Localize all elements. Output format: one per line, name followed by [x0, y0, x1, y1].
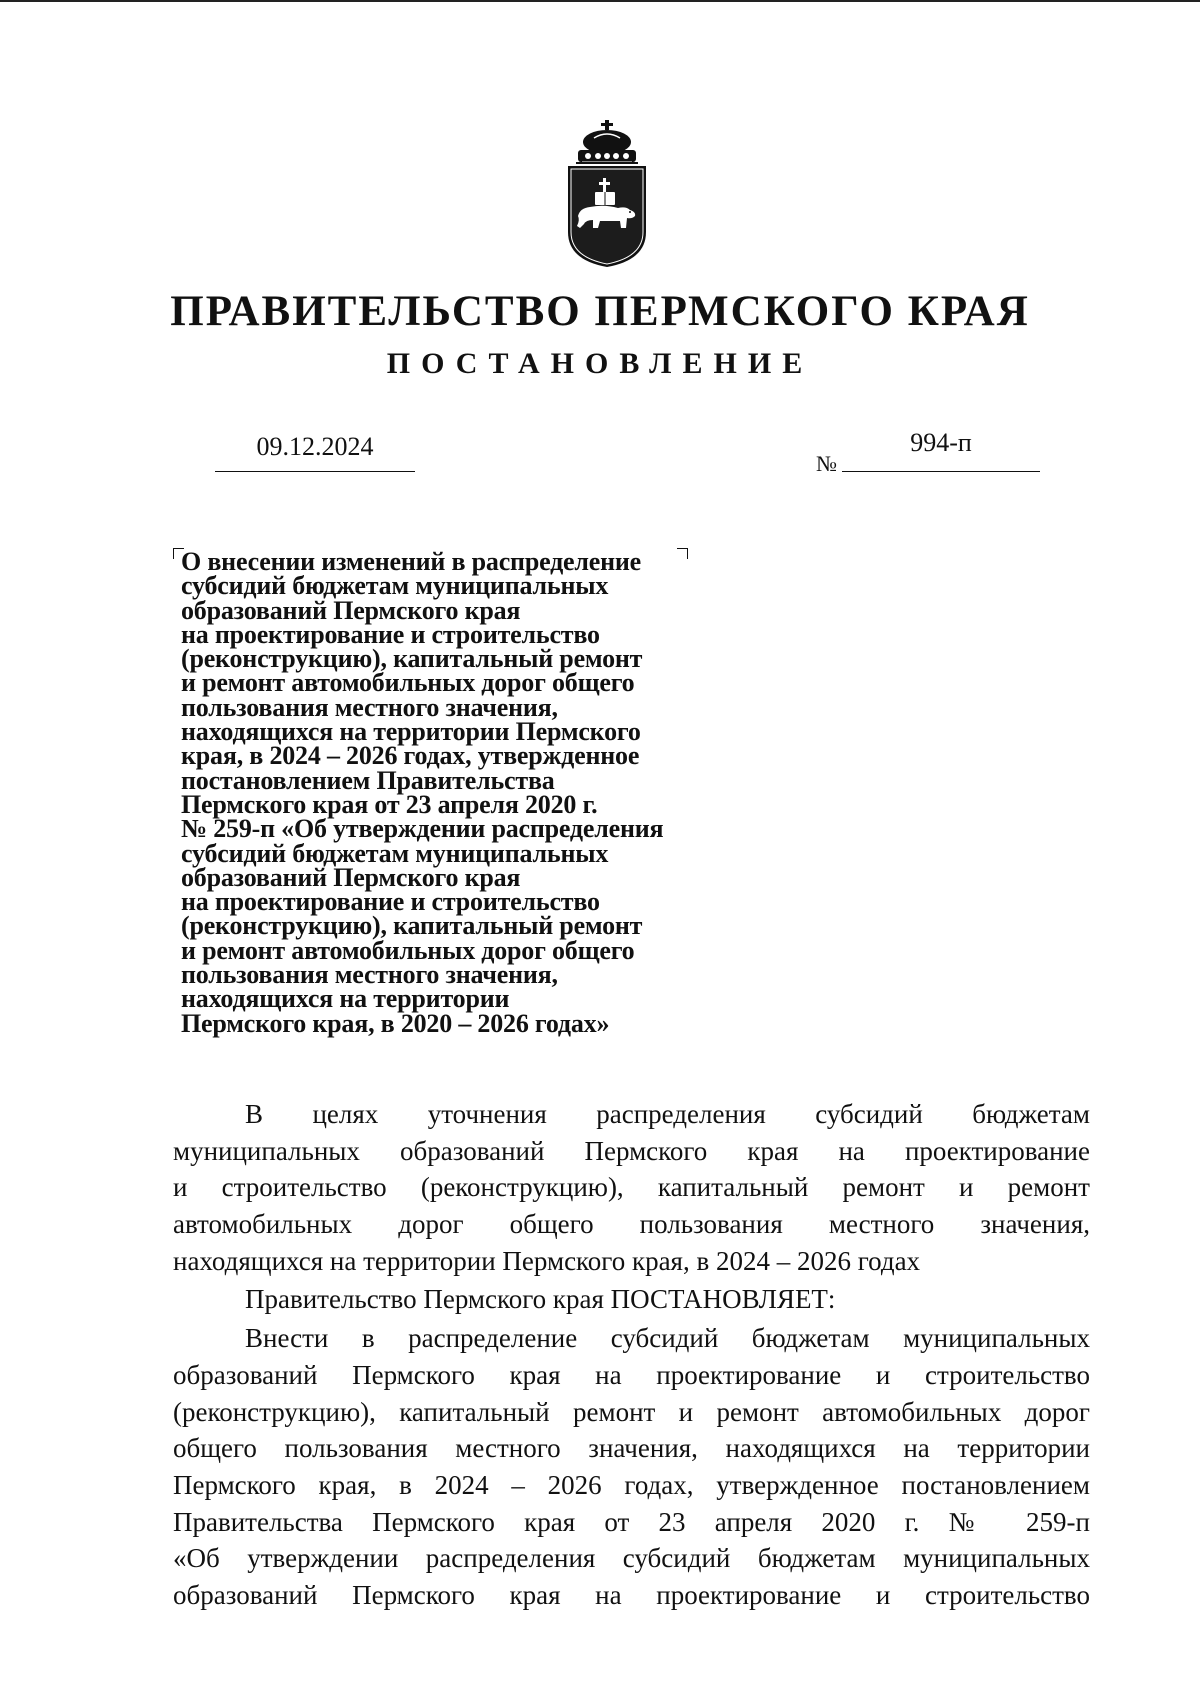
date-underline — [215, 471, 415, 472]
document-body — [173, 1096, 1090, 1614]
subject-line: субсидий бюджетам муниципальных — [181, 571, 609, 601]
subject-line: и ремонт автомобильных дорог общего — [181, 935, 635, 965]
body-line: общего пользования местного значения, находящихся на территории — [173, 1433, 1090, 1464]
body-line: автомобильных дорог общего пользования местного значения, — [173, 1209, 1090, 1240]
subject-line: края, в 2024 – 2026 годах, утвержденное — [181, 741, 640, 771]
subject-line: образований Пермского края — [181, 862, 521, 892]
body-line: образований Пермского края на проектирование и строительство — [173, 1359, 1090, 1390]
resolves-line: Правительство Пермского края ПОСТАНОВЛЯЕТ: — [245, 1284, 836, 1315]
subject-line: на проектирование и строительство — [181, 619, 600, 649]
body-line: находящихся на территории Пермского края, в 2024 – 2026 годах — [173, 1245, 921, 1276]
body-line: «Об утверждении распределения субсидий бюджетам муниципальных — [173, 1543, 1090, 1574]
document-type: ПОСТАНОВЛЕНИЕ — [386, 347, 814, 380]
subject-line: Пермского края, в 2020 – 2026 годах» — [181, 1008, 610, 1038]
subject-line: № 259-п «Об утверждении распределения — [181, 814, 664, 844]
number-sign: № — [816, 451, 837, 476]
document-number: 994-п — [910, 428, 972, 457]
document-date: 09.12.2024 — [256, 432, 374, 461]
body-line: Пермского края, в 2024 – 2026 годах, утвержденное постановлением — [173, 1469, 1090, 1500]
coat-of-arms-icon — [564, 120, 650, 268]
number-underline — [842, 471, 1040, 472]
subject-line: на проектирование и строительство — [181, 887, 600, 917]
body-line: Правительства Пермского края от 23 апреля 2020 г. № 259-п — [173, 1506, 1090, 1537]
subject-heading — [181, 547, 741, 1038]
body-line: и строительство (реконструкцию), капитальный ремонт и ремонт — [173, 1172, 1090, 1203]
body-line: Внести в распределение субсидий бюджетам муниципальных — [245, 1323, 1090, 1354]
organization-title: ПРАВИТЕЛЬСТВО ПЕРМСКОГО КРАЯ — [170, 288, 1030, 335]
preamble-paragraph — [173, 1096, 1090, 1279]
subject-line: постановлением Правительства — [181, 765, 555, 795]
subject-line: находящихся на территории — [181, 984, 510, 1014]
subject-line: находящихся на территории Пермского — [181, 717, 641, 747]
subject-line: (реконструкцию), капитальный ремонт — [181, 911, 643, 941]
subject-line: (реконструкцию), капитальный ремонт — [181, 644, 643, 674]
clause-paragraph — [173, 1320, 1090, 1614]
body-line: образований Пермского края на проектирование и строительство — [173, 1579, 1090, 1610]
subject-line: и ремонт автомобильных дорог общего — [181, 668, 635, 698]
subject-line: субсидий бюджетам муниципальных — [181, 838, 609, 868]
subject-line: образований Пермского края — [181, 595, 521, 625]
body-line: (реконструкцию), капитальный ремонт и ремонт автомобильных дорог — [173, 1396, 1090, 1427]
subject-line: О внесении изменений в распределение — [181, 547, 642, 576]
body-line: В целях уточнения распределения субсидий бюджетам — [245, 1099, 1090, 1129]
scan-top-border — [0, 0, 1200, 2]
subject-line: пользования местного значения, — [181, 692, 558, 722]
subject-line: Пермского края от 23 апреля 2020 г. — [181, 789, 598, 819]
body-line: муниципальных образований Пермского края на проектирование — [173, 1135, 1090, 1166]
subject-line: пользования местного значения, — [181, 960, 558, 990]
